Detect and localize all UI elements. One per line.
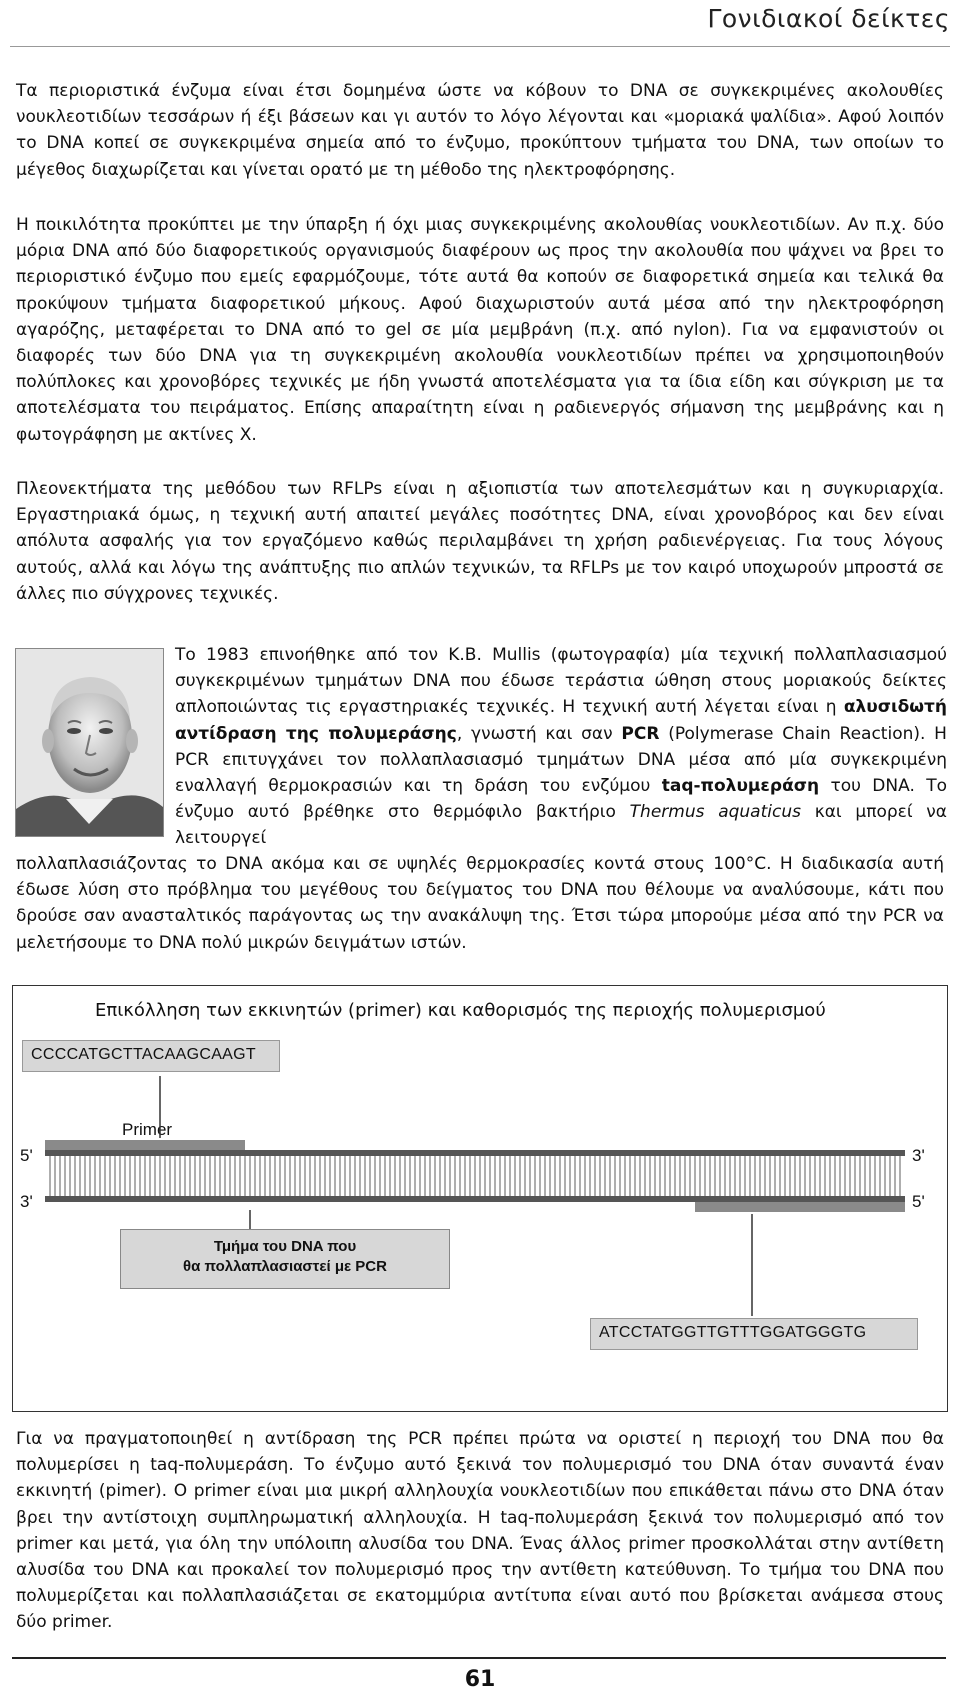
running-header: Γονιδιακοί δείκτες	[707, 4, 950, 33]
five-prime-label-top: 5'	[20, 1146, 33, 1165]
paragraph-rflp-advantages: Πλεονεκτήματα της μεθόδου των RFLPs είναι η αξιοπιστία των αποτελεσμάτων και η συγκυριαρχία. Εργαστηριακά όμως, η τεχνική αυτή απαιτεί μεγάλες ποσότητες DNA, είναι χρονοβόρος και δεν είναι απόλυτα ασφαλής για τον εργαζόμενο καθώς περιλαμβάνει τη χρήση ραδιενέργειας. Για τους λόγους αυτούς, αλλά και λόγω της ανάπτυξης πιο απλών τεχνικών, τα RFLPs με τον καιρό υποχωρούν μπροστά σε άλλες πιο σύγχρονες τεχνικές.	[16, 479, 944, 604]
term-chain-reaction: αλυσιδωτή αντίδραση της πολυμεράσης	[175, 697, 947, 744]
paragraph-restriction-enzymes: Τα περιοριστικά ένζυμα είναι έτσι δομημένα ώστε να κόβουν το DNA σε συγκεκριμένες ακολουθίες νουκλεοτιδίων τεσσάρων ή έξι βάσεων και γι αυτόν το λόγο λέγονται και «μοριακά ψαλίδια». Αφού λοιπόν το DNA κοπεί σε συγκεκριμένα σημεία από το ένζυμο, προκύπτουν τμήματα του DNA, των οποίων το μέγεθος διαχωρίζεται και γίνεται ορατό με τη μέθοδο της ηλεκτροφόρησης.	[16, 81, 944, 180]
primer-bottom-strand	[695, 1202, 905, 1212]
mullis-text-3: (Polymerase Chain Reaction). Η PCR επιτυγχάνει τον πολλαπλασιασμό τμημάτων DNA μέσα από μία συγκεκριμένη εναλλαγή θερμοκρασιών και τη δράση του ενζύμου	[175, 723, 947, 797]
mullis-text-5: και μπορεί να λειτουργεί	[175, 802, 947, 849]
bottom-strand	[45, 1196, 905, 1202]
paragraph-pcr-continued: πολλαπλασιάζοντας το DNA ακόμα και σε υψηλές θερμοκρασίες κοντά στους 100°C. Η διαδικασία αυτή έδωσε λύση στο πρόβλημα του μεγέθους του δείγματος του DNA που θέλουμε να αναλύσουμε, κάτι που δρούσε σαν ανασταλτικός παράγοντας ως την ανακάλυψη της. Έτσι τώρα μπορούμε μέσα από την PCR να μελετήσουμε το DNA πολύ μικρών δειγμάτων ιστών.	[16, 854, 944, 953]
footer-divider	[12, 1657, 946, 1659]
three-prime-label-right: 3'	[912, 1146, 925, 1165]
primer-label: Primer	[122, 1120, 173, 1139]
mullis-text-4: του DNA. Το ένζυμο αυτό βρέθηκε στο θερμόφιλο βακτήριο	[175, 776, 947, 823]
paragraph-pcr-primers: Για να πραγματοποιηθεί η αντίδραση της PCR πρέπει πρώτα να οριστεί η περιοχή του DNA που θα πολυμερίσει η taq-πολυμεράση. Το ένζυμο αυτό ξεκινά τον πολυμερισμό του DNA όταν συναντά έναν εκκινητή (pimer). Ο primer είναι μια μικρή αλληλουχία νουκλεοτιδίων που επικάθεται πάνω στο DNA όταν βρει την αντίστοιχη συμπληρωματική αλληλουχία. Η taq-πολυμεράση ξεκινά τον πολυμερισμό από τον primer και μετά, για όλη την υπόλοιπη αλυσίδα του DNA. Ένας άλλος primer προσκολλάται στην αντίθετη αλυσίδα του DNA και προκαλεί τον πολυμερισμό προς την αντίθετη κατεύθυνση. Το τμήμα του DNA που πολυμερίζεται και πολλαπλασιάζεται σε εκατομμύρια αντίτυπα είναι αυτό που βρίσκεται ανάμεσα στους δύο primer.	[16, 1429, 944, 1633]
primer-sequence-top: CCCCATGCTTACAAGCAAGT	[22, 1040, 280, 1072]
amplified-region-label	[120, 1229, 450, 1289]
term-taq-polymerase: taq-πολυμεράση	[661, 776, 820, 797]
base-pair-rungs	[50, 1156, 900, 1196]
term-thermus-aquaticus: Thermus aquaticus	[629, 802, 801, 823]
five-prime-label-bottom: 5'	[912, 1192, 925, 1211]
primer-sequence-bottom: ATCCTATGGTTGTTTGGATGGGTG	[590, 1318, 918, 1350]
mullis-text-1: Το 1983 επινοήθηκε από τον K.B. Mullis (φωτογραφία) μία τεχνική πολλαπλασιασμού συγκεκριμένων τμημάτων DNA που έδωσε τεράστια ώθηση στους μοριακούς δείκτες απλοποιώντας τις εργαστηριακές τεχνικές. Η τεχνική αυτή λέγεται είναι η	[175, 645, 947, 718]
page-number: 61	[464, 1667, 496, 1692]
top-strand	[45, 1150, 905, 1156]
figure-title: Επικόλληση των εκκινητών (primer) και καθορισμός της περιοχής πολυμερισμού	[95, 1000, 826, 1021]
region-label-line-1: Τμήμα του DNA που	[213, 1238, 357, 1255]
primer-top-strand	[45, 1140, 245, 1150]
mullis-text-2: , γνωστή και σαν	[456, 723, 622, 744]
three-prime-label-left: 3'	[20, 1192, 33, 1211]
paragraph-variability: Η ποικιλότητα προκύπτει με την ύπαρξη ή όχι μιας συγκεκριμένης ακολουθίας νουκλεοτιδίων. Αν π.χ. δύο μόρια DNA από δύο διαφορετικούς οργανισμούς διαφέρουν ως προς την ακολουθία που ψάχνει να βρει το περιοριστικό ένζυμο που εμείς εφαρμόζουμε, τότε αυτά θα κοπούν σε διαφορετικά σημεία και τελικά θα προκύψουν τμήματα διαφορετικού μήκους. Αφού διαχωριστούν αυτά μέσα από την ηλεκτροφόρηση αγαρόζης, μεταφέρεται το DNA από το gel σε μία μεμβράνη (π.χ. από nylon). Για να εμφανιστούν οι διαφορές των δύο DNA για τη συγκεκριμένη ακολουθία νουκλεοτιδίων πρέπει να χρησιμοποιηθούν πολύπλοκες και χρονοβόρες τεχνικές με ήδη γνωστά αποτελέσματα για τα ίδια είδη και σύγκριση με τα αποτελέσματα του πειράματος. Επίσης απαραίτητη είναι η ραδιενεργός σήμανση της μεμβράνης και η φωτογράφηση με ακτίνες Χ.	[16, 215, 944, 445]
term-pcr: PCR	[621, 723, 660, 744]
region-label-line-2: θα πολλαπλασιαστεί με PCR	[183, 1258, 387, 1275]
